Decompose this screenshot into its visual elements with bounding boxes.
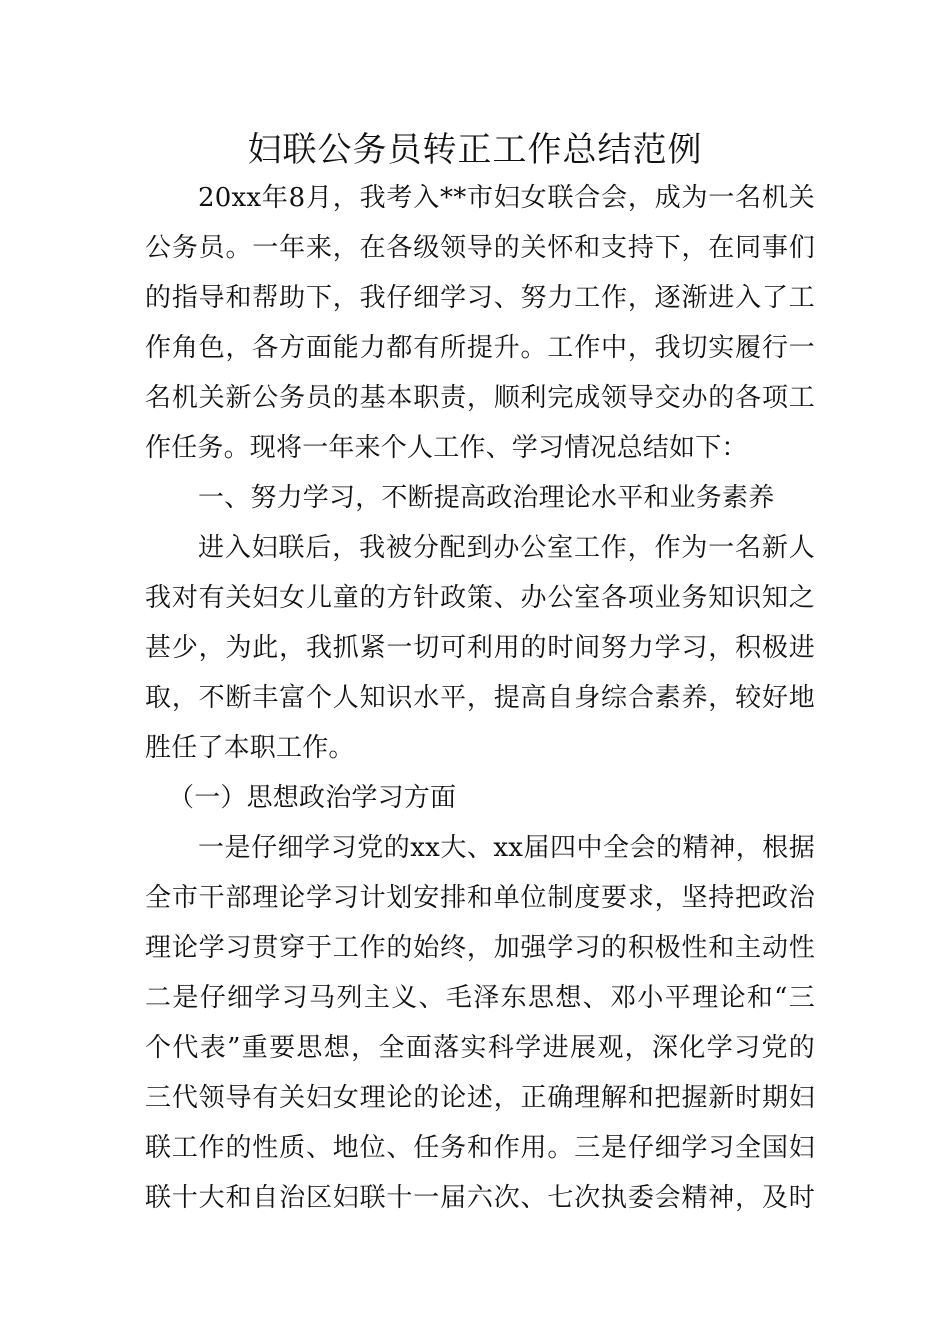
paragraph-line: 理论学习贯穿于工作的始终，加强学习的积极性和主动性 — [145, 933, 815, 963]
paragraph-line: 全市干部理论学习计划安排和单位制度要求，坚持把政治 — [145, 883, 815, 913]
document-title: 妇联公务员转正工作总结范例 — [247, 130, 703, 170]
paragraph-line: 20xx年8月，我考入**市妇女联合会，成为一名机关 — [198, 183, 815, 213]
paragraph-line: 作角色，各方面能力都有所提升。工作中，我切实履行一 — [145, 333, 815, 363]
paragraph-line: 的指导和帮助下，我仔细学习、努力工作，逐渐进入了工 — [145, 283, 815, 313]
paragraph-line: 联十大和自治区妇联十一届六次、七次执委会精神，及时 — [145, 1183, 815, 1213]
paragraph-line: 三代领导有关妇女理论的论述，正确理解和把握新时期妇 — [145, 1083, 815, 1113]
paragraph-line: 联工作的性质、地位、任务和作用。三是仔细学习全国妇 — [145, 1133, 815, 1163]
paragraph-line: 一是仔细学习党的xx大、xx届四中全会的精神，根据 — [198, 833, 815, 863]
paragraph-line: 作任务。现将一年来个人工作、学习情况总结如下： — [145, 433, 748, 463]
section-heading: 一、努力学习，不断提高政治理论水平和业务素养 — [198, 483, 775, 513]
paragraph-line: 进入妇联后，我被分配到办公室工作，作为一名新人 — [198, 533, 815, 563]
paragraph-line: 二是仔细学习马列主义、毛泽东思想、邓小平理论和“三 — [145, 983, 815, 1013]
paragraph-line: 取，不断丰富个人知识水平，提高自身综合素养，较好地 — [145, 683, 815, 713]
paragraph-line: 我对有关妇女儿童的方针政策、办公室各项业务知识知之 — [145, 583, 815, 613]
paragraph-line: 个代表”重要思想，全面落实科学进展观，深化学习党的 — [145, 1033, 815, 1063]
subsection-heading: （一）思想政治学习方面 — [168, 783, 457, 813]
paragraph-line: 公务员。一年来，在各级领导的关怀和支持下，在同事们 — [145, 233, 815, 263]
paragraph-line: 甚少，为此，我抓紧一切可利用的时间努力学习，积极进 — [145, 633, 815, 663]
paragraph-line: 胜任了本职工作。 — [145, 733, 355, 763]
paragraph-line: 名机关新公务员的基本职责，顺利完成领导交办的各项工 — [145, 383, 815, 413]
